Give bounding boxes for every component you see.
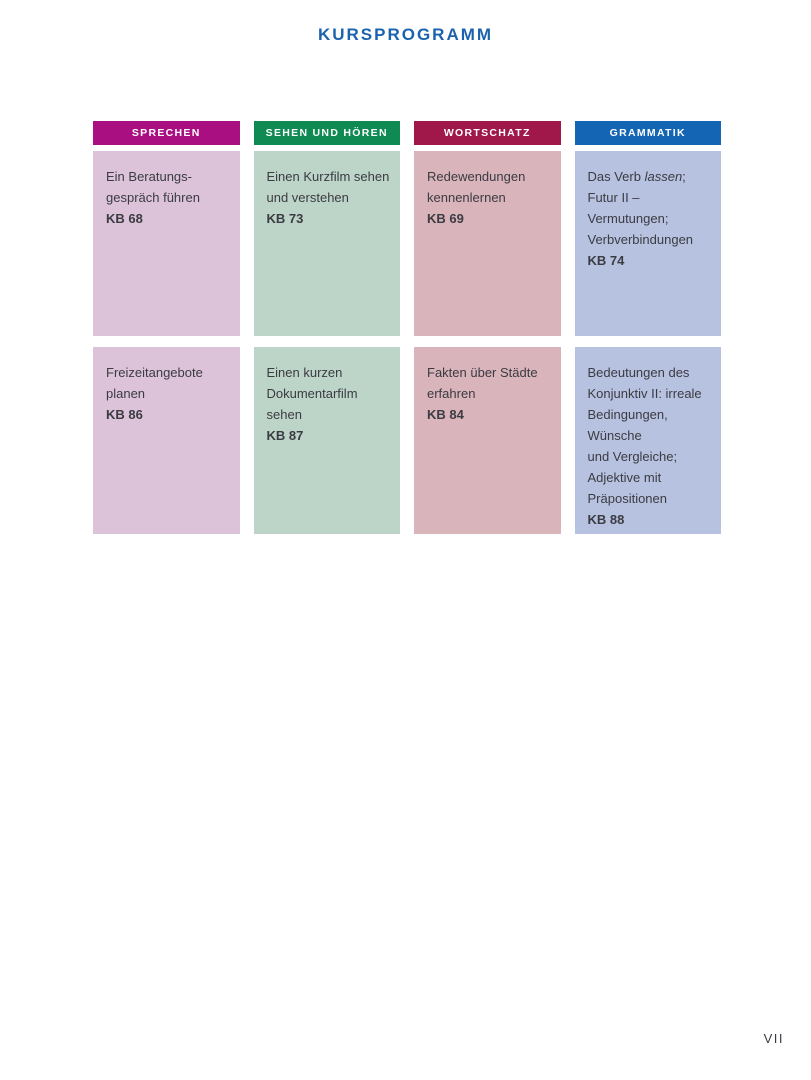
cell-text-line: und verstehen: [266, 190, 349, 205]
cell-text-line: Dokumentarfilm: [266, 386, 358, 401]
cell-wortschatz-row1: [414, 151, 561, 336]
column-header-sehen-und-hoeren: SEHEN UND HÖREN: [254, 121, 401, 145]
cell-text-line: Bedingungen, Wünsche: [587, 407, 668, 443]
cell-text-line: Ein Beratungs-: [106, 169, 192, 184]
cell-sehen-und-hoeren-row2: [254, 347, 401, 534]
cell-text-line: Adjektive mit: [587, 470, 662, 485]
cell-text-line: gespräch führen: [106, 190, 200, 205]
cell-wortschatz-row2: [414, 347, 561, 534]
cell-text-line: Verbverbindungen: [587, 232, 694, 247]
column-wortschatz: [414, 121, 561, 534]
kb-reference: KB 88: [587, 512, 625, 527]
kb-reference: KB 84: [427, 407, 464, 422]
page-number: VII: [763, 1031, 784, 1046]
cell-text-line: und Vergleiche;: [587, 449, 678, 464]
cell-text-line: Vermutungen;: [587, 211, 669, 226]
kb-reference: KB 86: [106, 407, 143, 422]
cell-text-line: Das Verb lassen;: [587, 169, 686, 184]
cell-sprechen-row2: [93, 347, 240, 534]
kb-reference: KB 87: [266, 428, 304, 443]
cell-text-line: Freizeitangebote: [106, 365, 203, 380]
course-program-grid: [93, 121, 721, 534]
cell-text-line: Einen Kurzfilm sehen: [266, 169, 390, 184]
cell-text-line: erfahren: [427, 386, 476, 401]
cell-grammatik-row1: [575, 151, 722, 336]
cell-text-line: sehen: [266, 407, 302, 422]
cell-text-line: Redewendungen: [427, 169, 526, 184]
cell-grammatik-row2: [575, 347, 722, 534]
cell-text-line: Futur II –: [587, 190, 640, 205]
column-grammatik: [575, 121, 722, 534]
cell-text-line: kennenlernen: [427, 190, 506, 205]
cell-text-line: Konjunktiv II: irreale: [587, 386, 702, 401]
column-sehen-und-hoeren: [254, 121, 401, 534]
cell-sprechen-row1: [93, 151, 240, 336]
column-header-sprechen: SPRECHEN: [93, 121, 240, 145]
cell-text-line: Bedeutungen des: [587, 365, 690, 380]
kb-reference: KB 74: [587, 253, 625, 268]
column-sprechen: [93, 121, 240, 534]
kb-reference: KB 68: [106, 211, 143, 226]
column-header-wortschatz: WORTSCHATZ: [414, 121, 561, 145]
cell-text-line: planen: [106, 386, 146, 401]
cell-text-line: Präpositionen: [587, 491, 667, 506]
cell-sehen-und-hoeren-row1: [254, 151, 401, 336]
page-title: KURSPROGRAMM: [317, 25, 494, 44]
kb-reference: KB 69: [427, 211, 464, 226]
column-header-grammatik: GRAMMATIK: [575, 121, 722, 145]
cell-text-line: Fakten über Städte: [427, 365, 538, 380]
cell-text-line: Einen kurzen: [266, 365, 343, 380]
kb-reference: KB 73: [266, 211, 304, 226]
